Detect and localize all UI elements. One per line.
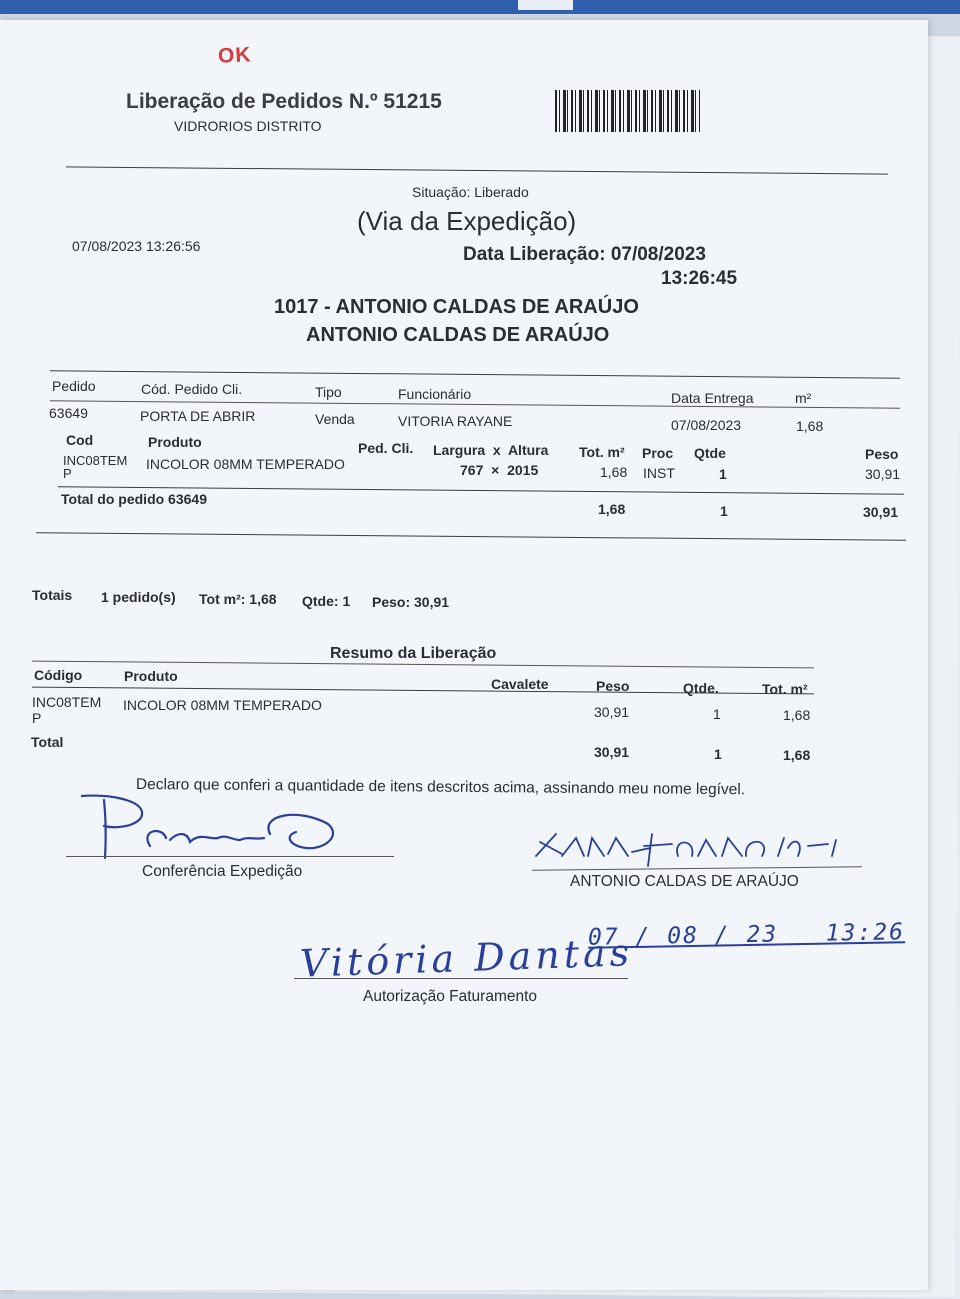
resumo-tot-m2: 1,68	[783, 707, 811, 723]
item-tot-m2: 1,68	[600, 464, 628, 480]
order-m2: 1,68	[796, 418, 824, 434]
item-header-tot-m2: Tot. m²	[579, 444, 625, 460]
background-top-strip	[0, 0, 960, 14]
resumo-code-line2: P	[32, 710, 42, 726]
totals-qtde: Qtde: 1	[302, 593, 351, 609]
autorizacao-label: Autorização Faturamento	[363, 988, 538, 1005]
item-header-largura-altura: Largura x Altura	[433, 442, 549, 458]
resumo-total-qtde: 1	[714, 746, 722, 762]
item-dimensions: 767 × 2015	[460, 462, 539, 478]
resumo-peso: 30,91	[594, 704, 630, 720]
conferencia-label: Conferência Expedição	[142, 863, 303, 880]
order-total-qtde: 1	[720, 503, 728, 519]
item-header-produto: Produto	[148, 434, 202, 450]
resumo-product: INCOLOR 08MM TEMPERADO	[123, 697, 322, 713]
handwritten-date: 07 / 08 / 23 13:26	[587, 919, 906, 951]
company-name: VIDRORIOS DISTRITO	[174, 118, 322, 134]
resumo-total-tot-m2: 1,68	[783, 747, 811, 763]
document-title: Liberação de Pedidos N.º 51215	[126, 90, 442, 113]
declaration-text: Declaro que conferi a quantidade de itens descritos acima, assinando meu nome legível.	[135, 776, 746, 799]
handwritten-ok: OK	[217, 43, 253, 68]
signature-line-conferencia	[66, 856, 394, 857]
item-peso: 30,91	[865, 466, 901, 482]
header-m2: m²	[795, 390, 812, 406]
item-code-line2: P	[63, 466, 72, 481]
totals-label: Totais	[32, 587, 73, 603]
resumo-title: Resumo da Liberação	[330, 645, 497, 662]
via-label: (Via da Expedição)	[357, 206, 577, 236]
order-total-label: Total do pedido 63649	[61, 491, 207, 507]
totals-m2: Tot m²: 1,68	[199, 591, 277, 607]
item-qtde: 1	[719, 466, 727, 482]
order-delivery-date: 07/08/2023	[671, 417, 742, 433]
order-type: Venda	[315, 411, 355, 427]
item-header-cod: Cod	[66, 432, 94, 448]
resumo-header-peso: Peso	[596, 678, 630, 694]
totals-peso: Peso: 30,91	[372, 594, 450, 610]
signature-conferencia	[70, 790, 350, 870]
order-total-peso: 30,91	[863, 504, 899, 520]
client-name: ANTONIO CALDAS DE ARAÚJO	[306, 324, 610, 346]
liberation-time: 13:26:45	[661, 268, 738, 289]
resumo-header-produto: Produto	[124, 668, 178, 684]
item-header-proc: Proc	[642, 445, 674, 461]
client-signature-label: ANTONIO CALDAS DE ARAÚJO	[570, 873, 799, 890]
item-product: INCOLOR 08MM TEMPERADO	[146, 456, 345, 472]
resumo-code-line1: INC08TEM	[32, 694, 102, 710]
handwritten-name: Vitória Dantas	[299, 930, 634, 986]
resumo-total-label: Total	[31, 734, 64, 750]
header-pedido: Pedido	[52, 378, 96, 394]
printed-timestamp: 07/08/2023 13:26:56	[72, 238, 201, 254]
status-label: Situação: Liberado	[412, 184, 529, 200]
background-mark	[518, 0, 573, 10]
client-title: 1017 - ANTONIO CALDAS DE ARAÚJO	[274, 296, 639, 318]
item-header-ped-cli: Ped. Cli.	[358, 440, 414, 456]
header-funcionario: Funcionário	[398, 386, 472, 402]
item-code-line1: INC08TEM	[63, 453, 128, 468]
resumo-header-codigo: Código	[34, 667, 83, 683]
order-number: 63649	[49, 405, 88, 421]
order-total-m2: 1,68	[598, 501, 626, 517]
header-tipo: Tipo	[315, 384, 342, 400]
resumo-total-peso: 30,91	[594, 744, 630, 760]
header-data-entrega: Data Entrega	[671, 390, 754, 406]
resumo-header-cavalete: Cavalete	[491, 676, 549, 692]
header-cod-pedido-cli: Cód. Pedido Cli.	[141, 381, 243, 397]
item-header-peso: Peso	[865, 446, 899, 462]
liberation-date: Data Liberação: 07/08/2023	[463, 244, 706, 265]
totals-pedidos: 1 pedido(s)	[101, 589, 176, 605]
resumo-qtde: 1	[713, 706, 721, 722]
resumo-header-qtde: Qtde.	[683, 680, 719, 696]
signature-line-autorizacao	[294, 978, 628, 979]
resumo-header-tot-m2: Tot. m²	[762, 681, 808, 697]
item-header-qtde: Qtde	[694, 445, 726, 461]
item-proc: INST	[643, 465, 675, 481]
barcode	[555, 90, 700, 132]
order-employee: VITORIA RAYANE	[398, 413, 513, 429]
order-client-code: PORTA DE ABRIR	[140, 408, 256, 424]
